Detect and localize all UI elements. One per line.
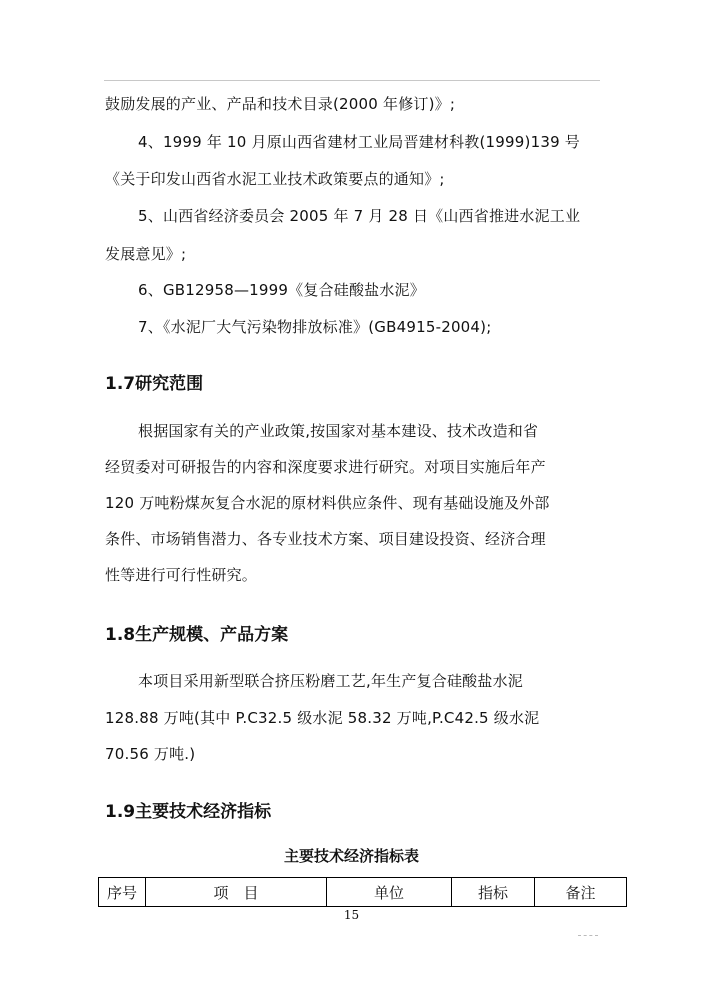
header-rule (104, 80, 600, 81)
column-header: 指标 (452, 878, 535, 907)
section-heading-1-9: 1.9主要技术经济指标 (105, 802, 272, 822)
paragraph-line: 4、1999 年 10 月原山西省建材工业局晋建材科教(1999)139 号 (138, 133, 580, 151)
page-number: 15 (343, 908, 360, 922)
column-header: 单位 (327, 878, 452, 907)
paragraph-line: 7、《水泥厂大气污染物排放标准》(GB4915-2004); (138, 318, 492, 336)
section-1-7-line: 性等进行可行性研究。 (105, 566, 258, 584)
table-header-row (99, 878, 627, 907)
paragraph-line: 6、GB12958—1999《复合硅酸盐水泥》 (138, 281, 425, 299)
table-caption: 主要技术经济指标表 (283, 847, 419, 865)
section-1-7-line: 120 万吨粉煤灰复合水泥的原材料供应条件、现有基础设施及外部 (105, 494, 550, 512)
footer-mark (578, 935, 598, 936)
section-1-8-line: 128.88 万吨(其中 P.C32.5 级水泥 58.32 万吨,P.C42.5 级水泥 (105, 709, 540, 727)
column-header: 序号 (99, 878, 146, 907)
paragraph-line: 发展意见》; (105, 245, 187, 263)
paragraph-line: 鼓励发展的产业、产品和技术目录(2000 年修订)》; (105, 95, 456, 113)
section-1-7-line: 经贸委对可研报告的内容和深度要求进行研究。对项目实施后年产 (105, 458, 546, 476)
section-1-8-line: 本项目采用新型联合挤压粉磨工艺,年生产复合硅酸盐水泥 (138, 672, 523, 690)
section-heading-1-8: 1.8生产规模、产品方案 (105, 625, 289, 645)
section-1-7-line: 条件、市场销售潜力、各专业技术方案、项目建设投资、经济合理 (105, 530, 546, 548)
column-header: 备注 (535, 878, 627, 907)
column-header: 项 目 (146, 878, 327, 907)
paragraph-line: 5、山西省经济委员会 2005 年 7 月 28 日《山西省推进水泥工业 (138, 207, 581, 225)
section-1-7-line: 根据国家有关的产业政策,按国家对基本建设、技术改造和省 (138, 422, 539, 440)
section-heading-1-7: 1.7研究范围 (105, 374, 204, 394)
section-1-8-line: 70.56 万吨.) (105, 745, 196, 763)
indicator-table (98, 877, 627, 907)
paragraph-line: 《关于印发山西省水泥工业技术政策要点的通知》; (105, 170, 445, 188)
